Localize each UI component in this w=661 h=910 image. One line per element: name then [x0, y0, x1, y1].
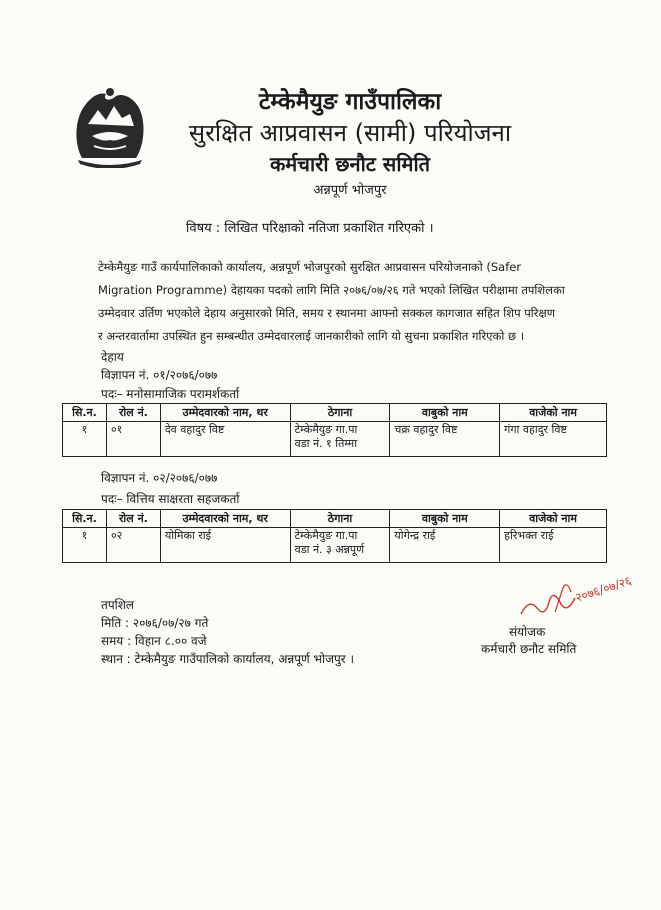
exam-time: समय : विहान ८.०० वजे — [101, 634, 207, 648]
body-line: र अन्तरवार्तामा उपस्थित हुन सम्बन्धीत उम्मेदवारलाई जानकारीको लागि यो सुचना प्रकाशित गरिएको छ । — [98, 329, 525, 343]
cell-address — [290, 528, 390, 563]
org-title: टेम्केमैयुङ गाउँपालिका — [258, 89, 442, 115]
ad-number: विज्ञापन नं. ०१/२०७६/०७७ — [101, 368, 218, 382]
details-heading: तपशिल — [101, 598, 135, 612]
address-line: वडा नं. ३ अन्नपूर्ण — [294, 543, 365, 556]
col-header: सि.न. — [63, 404, 107, 422]
table-header-row — [63, 510, 607, 528]
cell-grandfather: गंगा वहादुर विष्ट — [500, 422, 607, 457]
cell-roll: ०१ — [106, 422, 160, 457]
col-header: वाबुको नाम — [390, 404, 500, 422]
location-title: अन्नपूर्ण भोजपुर — [313, 183, 387, 198]
cell-name: योमिका राई — [160, 528, 290, 563]
col-header: ठेगाना — [290, 404, 390, 422]
notice-subject: विषय : लिखित परिक्षाको नतिजा प्रकाशित गरिएको । — [186, 221, 434, 236]
cell-roll: ०२ — [106, 528, 160, 563]
exam-date: मिति : २०७६/०७/२७ गते — [101, 616, 209, 630]
col-header: सि.न. — [63, 510, 107, 528]
signatory-role: संयोजक — [509, 625, 546, 639]
col-header: ठेगाना — [290, 510, 390, 528]
cell-grandfather: हरिभक्त राई — [500, 528, 607, 563]
body-line: टेम्केमैयुङ गाउँ कार्यपालिकाको कार्यालय, अन्नपूर्ण भोजपुरको सुरक्षित आप्रवासन परियोजनाको (Safer — [98, 260, 522, 274]
col-header: वाजेको नाम — [500, 404, 607, 422]
cell-sn: १ — [63, 422, 107, 457]
address-line: वडा नं. १ तिम्मा — [294, 437, 358, 450]
dehay-label: देहाय — [101, 350, 124, 364]
notice-body — [98, 256, 598, 348]
col-header: उम्मेदवारको नाम, थर — [160, 404, 290, 422]
col-header: उम्मेदवारको नाम, थर — [160, 510, 290, 528]
results-table — [62, 509, 607, 563]
col-header: वाजेको नाम — [500, 510, 607, 528]
col-header: रोल नं. — [106, 404, 160, 422]
table-header-row — [63, 404, 607, 422]
cell-address — [290, 422, 390, 457]
handwritten-signature — [515, 568, 660, 620]
exam-place: स्थान : टेम्केमैयुङ गाउँपालिको कार्यालय, अन्नपूर्ण भोजपुर । — [101, 652, 355, 666]
cell-father: चक्र वहादुर विष्ट — [390, 422, 500, 457]
ad-number: विज्ञापन नं. ०२/२०७६/०७७ — [101, 471, 218, 485]
cell-father: योगेन्द्र राई — [390, 528, 500, 563]
results-table — [62, 403, 607, 457]
signatory-committee: कर्मचारी छनौट समिति — [481, 642, 577, 656]
body-line: उम्मेदवार उर्तिण भएकोले देहाय अनुसारको मिति, समय र स्थानमा आफ्नो सक्कल कागजात सहित शिप परिक्षण — [98, 306, 556, 320]
project-title: सुरक्षित आप्रवासन (सामी) परियोजना — [188, 119, 512, 147]
post-name: पदः– मनोसामाजिक परामर्शकर्ता — [101, 387, 240, 401]
signature-date: २०७६/०७/२६ — [573, 573, 634, 605]
col-header: वाबुको नाम — [390, 510, 500, 528]
table-row — [63, 528, 607, 563]
body-line: Migration Programme) देहायका पदको लागि मिति २०७६/०७/२६ गते भएको लिखित परीक्षामा तपशिलका — [98, 283, 565, 297]
cell-sn: १ — [63, 528, 107, 563]
address-line: टेम्केमैयुङ गा.पा — [294, 423, 358, 436]
government-emblem-icon — [70, 84, 150, 168]
post-name: पदः– वित्तिय साक्षरता सहजकर्ता — [101, 492, 240, 506]
committee-title: कर्मचारी छनौट समिति — [269, 152, 431, 176]
address-line: टेम्केमैयुङ गा.पा — [294, 529, 358, 542]
table-row — [63, 422, 607, 457]
cell-name: देव वहादुर विष्ट — [160, 422, 290, 457]
col-header: रोल नं. — [106, 510, 160, 528]
